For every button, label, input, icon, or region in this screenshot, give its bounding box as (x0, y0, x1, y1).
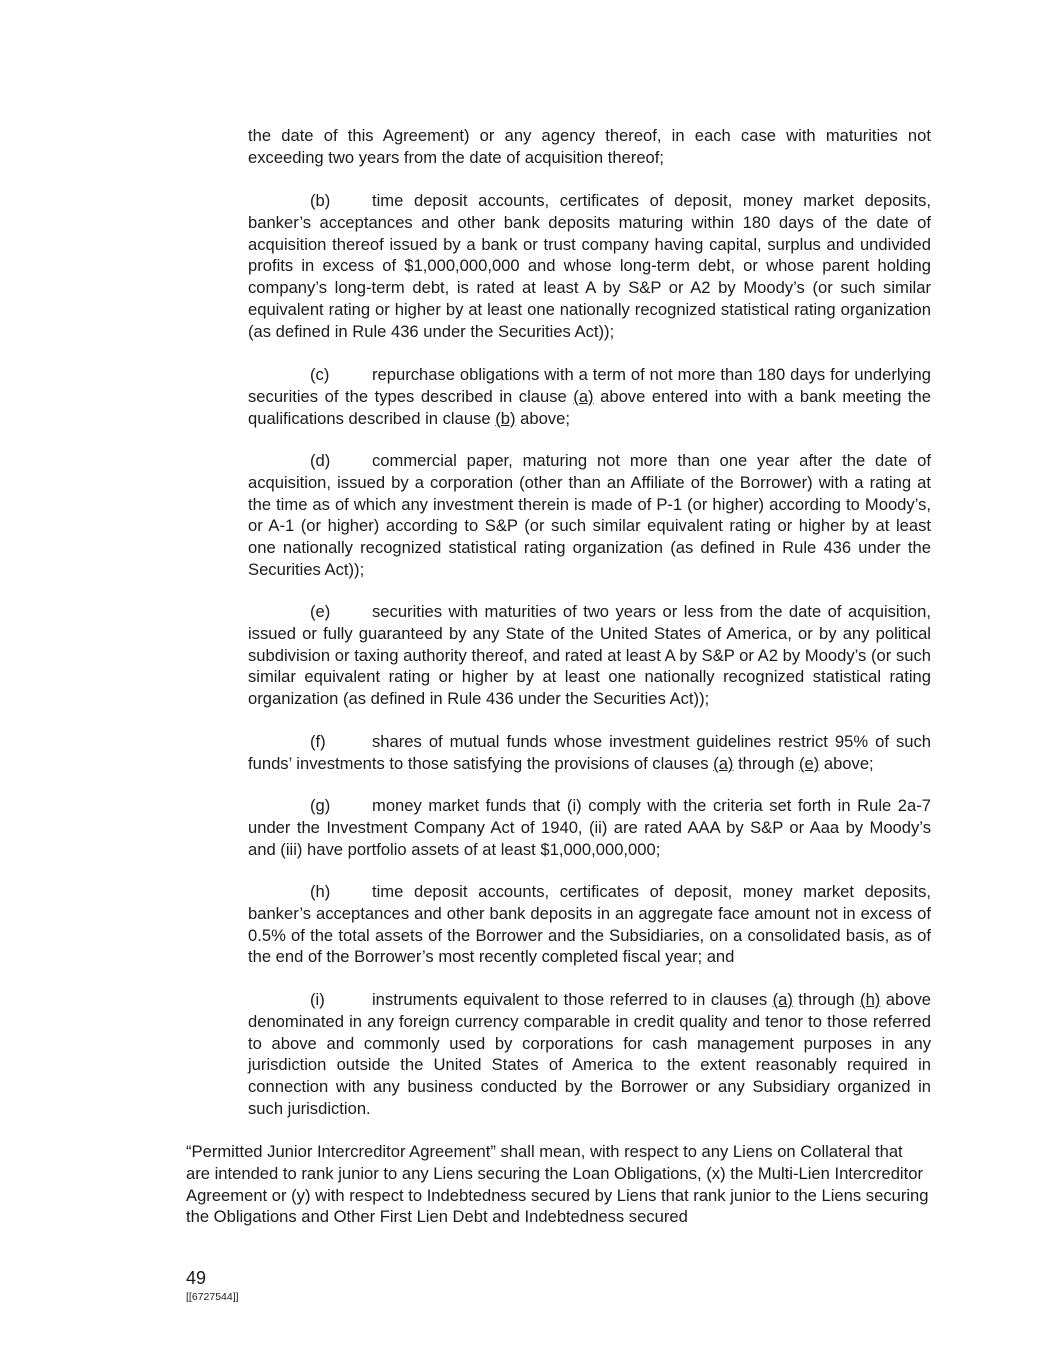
clause-text: securities with maturities of two years or less from the date of acquisition, issued or fully guaranteed by any State of the United States of America, or by any political subdivision or taxing authority thereof, and rated at least A by S&P or A2 by Moody’s (or such similar equivalent rating or higher by at least one nationally recognized statistical rating organization (as defined in Rule 436 under the Securities Act)); (248, 602, 931, 709)
clause-text: shares of mutual funds whose investment guidelines restrict 95% of such funds’ investments to those satisfying the provisions of clauses (248, 732, 931, 773)
clause-text: money market funds that (i) comply with the criteria set forth in Rule 2a-7 under the Investment Company Act of 1940, (ii) are rated AAA by S&P or Aaa by Moody’s and (iii) have portfolio assets of at least $1,000,000,000; (248, 796, 931, 859)
clause-ref-link: (a) (713, 753, 734, 773)
clause-f (248, 731, 931, 775)
clause-c (248, 364, 931, 429)
clause-text: time deposit accounts, certificates of deposit, money market deposits, banker’s acceptances and other bank deposits in an aggregate face amount not in excess of 0.5% of the total assets of the Borrower and the Subsidiaries, on a consolidated basis, as of the end of the Borrower’s most recently completed fiscal year; and (248, 882, 931, 967)
clause-text: above; (819, 753, 874, 773)
clause-text: commercial paper, maturing not more than one year after the date of acquisition, issued by a corporation (other than an Affiliate of the Borrower) with a rating at the time as of which any investment therein is made of P-1 (or higher) according to Moody’s, or A-1 (or higher) according to S&P (or such similar equivalent rating or higher by at least one nationally recognized statistical rating organization (as defined in Rule 436 under the Securities Act)); (248, 451, 931, 579)
clause-ref-link: (h) (860, 990, 881, 1009)
clause-text: repurchase obligations with a term of not more than 180 days for underlying securities of the types described in clause (248, 365, 931, 406)
clause-text: above entered into with a bank meeting the qualifications described in clause (248, 386, 931, 428)
clause-ref-link: (a) (772, 990, 793, 1009)
clause-text: above; (515, 408, 570, 428)
clause-text: above denominated in any foreign currency comparable in credit quality and tenor to those referred to above and commonly used by corporations for cash management purposes in any jurisdiction outside the United States of America to the extent reasonably required in connection with any business conducted by the Borrower or any Subsidiary organized in such jurisdiction. (248, 990, 931, 1118)
clause-label: (i) (310, 990, 325, 1009)
defined-term: “Permitted Junior Intercreditor Agreement” (186, 1142, 496, 1161)
document-id: [[6727544]] (186, 1291, 239, 1303)
continuation-paragraph: the date of this Agreement) or any agency thereof, in each case with maturities not exceeding two years from the date of acquisition thereof; (248, 126, 931, 167)
page-number: 49 (186, 1268, 207, 1288)
clause-label: (d) (310, 451, 331, 470)
clause-i (248, 989, 931, 1120)
clause-label: (e) (310, 602, 331, 621)
clause-text: time deposit accounts, certificates of deposit, money market deposits, banker’s acceptances and other bank deposits maturing within 180 days of the date of acquisition thereof issued by a bank or trust company having capital, surplus and undivided profits in excess of $1,000,000,000 and whose long-term debt, or whose parent holding company’s long-term debt, is rated at least A by S&P or A2 by Moody’s (or such similar equivalent rating or higher by at least one nationally recognized statistical rating organization (as defined in Rule 436 under the Securities Act)); (248, 191, 931, 341)
clause-ref-link: (e) (798, 753, 820, 773)
clause-d (248, 450, 931, 581)
clause-h (248, 881, 931, 968)
clause-label: (h) (310, 882, 331, 901)
clause-label: (f) (310, 732, 326, 751)
clause-text: through (792, 990, 861, 1009)
clause-b (248, 190, 931, 343)
clause-ref-link: (a) (573, 386, 594, 406)
clause-text: through (733, 753, 799, 773)
definition-paragraph (186, 1141, 931, 1228)
definition-body: shall mean, with respect to any Liens on Collateral that are intended to rank junior to any Liens securing the Loan Obligations, (x) the Multi-Lien Intercreditor Agreement or (y) with respect to Indebtedness secured by Liens that rank junior to the Liens securing the Obligations and Other First Lien Debt and Indebtedness secured (186, 1142, 929, 1227)
clause-e (248, 601, 931, 710)
clause-label: (g) (310, 796, 331, 815)
clause-g (248, 795, 931, 860)
clause-ref-link: (b) (495, 408, 516, 428)
clause-label: (b) (310, 191, 331, 210)
clause-text: instruments equivalent to those referred to in clauses (372, 990, 773, 1009)
clause-label: (c) (310, 365, 330, 384)
